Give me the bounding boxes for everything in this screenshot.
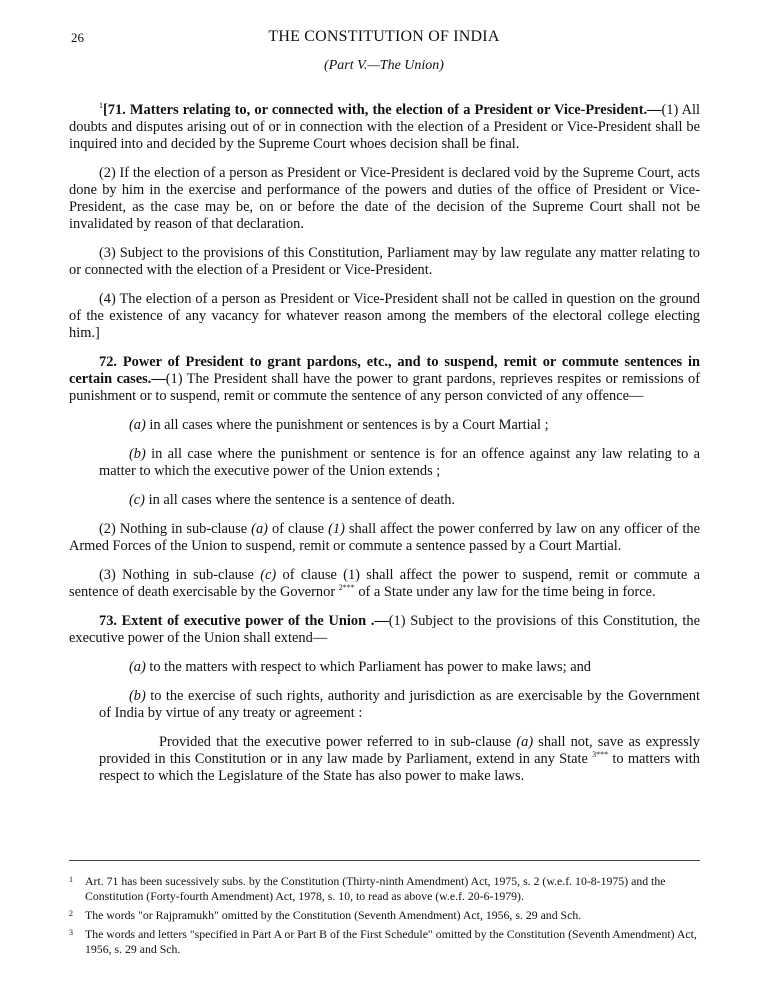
footnote-3 [69, 927, 700, 957]
omission-stars: *** [342, 583, 355, 593]
footnote-number: 2 [69, 909, 73, 918]
footnote-ref-2: 2 [338, 583, 343, 593]
footnote-divider [69, 860, 700, 861]
article-73-subclause-b: (b) to the exercise of such rights, authority and jurisdiction as are exercisable by the Government of India by virtue of any treaty or agreement : [99, 688, 700, 721]
article-72-subclause-c: (c) in all cases where the sentence is a sentence of death. [129, 492, 456, 508]
article-72-heading: 72. Power of President to grant pardons, etc., and to suspend, remit or commute sentences in certain cases.— [69, 354, 700, 387]
article-72-clause-3: (3) Nothing in sub-clause (c) of clause (1) shall affect the power to suspend, remit or commute a sentence of death exercisable by the Governor $^{2***}$ of a State under any law for the time being in force. [69, 567, 700, 600]
article-71-clause-3: (3) Subject to the provisions of this Constitution, Parliament may by law regulate any matter relating to or connected with the election of a President or Vice-President. [69, 245, 700, 278]
article-71-clause-2: (2) If the election of a person as President or Vice-President is declared void by the Supreme Court, acts done by him in the exercise and performance of the powers and duties of the office of President or Vice-President, as the case may be, on or before the date of the decision of the Supreme Court shall not be invalidated by reason of that declaration. [69, 165, 700, 232]
footnote-text: The words "or Rajpramukh" omitted by the Constitution (Seventh Amendment) Act, 1956, s. 29 and Sch. [85, 908, 582, 922]
article-72-subclause-b: (b) in all case where the punishment or sentence is for an offence against any law relating to a matter to which the executive power of the Union extends ; [99, 446, 700, 479]
footnote-2 [69, 908, 700, 923]
omission-stars: *** [596, 750, 609, 760]
article-73-proviso: Provided that the executive power referred to in sub-clause (a) shall not, save as expressly provided in this Constitution or in any law made by Parliament, extend in any State $^{3***}$ to matters with respect to which the Legislature of the State has also power to make laws. [99, 734, 700, 784]
article-72-clause-2: (2) Nothing in sub-clause (a) of clause (1) shall affect the power conferred by law on any officer of the Armed Forces of the Union to suspend, remit or commute a sentence passed by a Court Martial. [69, 521, 700, 554]
footnote-number: 1 [69, 875, 73, 884]
article-73-subclause-a: (a) to the matters with respect to which Parliament has power to make laws; and [129, 659, 591, 675]
footnote-1 [69, 874, 700, 904]
article-71-heading: [71. Matters relating to, or connected with, the election of a President or Vice-President.— [103, 102, 662, 118]
page-title: THE CONSTITUTION OF INDIA [268, 28, 500, 45]
article-73-clause-1: 73. Extent of executive power of the Union .—(1) Subject to the provisions of this Constitution, the executive power of the Union shall extend— [69, 613, 700, 646]
footnote-text: Art. 71 has been sucessively subs. by the Constitution (Thirty-ninth Amendment) Act, 1975, s. 2 (w.e.f. 10-8-1975) and the Constitution (Forty-fourth Amendment) Act, 1978, s. 10, to read as above (w.e.f. 20-6-1979). [85, 874, 666, 903]
article-72-subclause-a: (a) in all cases where the punishment or sentences is by a Court Martial ; [129, 417, 549, 433]
footnote-number: 3 [69, 928, 73, 937]
footnote-ref-3: 3 [592, 750, 597, 760]
article-71-clause-1: $^1$[71. Matters relating to, or connected with, the election of a President or Vice-President.—(1) All doubts and disputes arising out of or in connection with the election of a President or Vice-President shall be inquired into and decided by the Supreme Court whoes decision shall be final. [69, 101, 701, 152]
page-number: 26 [71, 30, 84, 45]
footnote-ref-1: 1 [99, 101, 103, 111]
part-subtitle: (Part V.—The Union) [324, 58, 444, 73]
document-body [69, 102, 700, 797]
footnote-text: The words and letters "specified in Part A or Part B of the First Schedule" omitted by the Constitution (Seventh Amendment) Act, 1956, s. 29 and Sch. [85, 927, 697, 956]
article-71-clause-4: (4) The election of a person as President or Vice-President shall not be called in question on the ground of the existence of any vacancy for whatever reason among the members of the electoral college electing him.] [69, 291, 700, 341]
article-72-clause-1: 72. Power of President to grant pardons, etc., and to suspend, remit or commute sentences in certain cases.—(1) The President shall have the power to grant pardons, reprieves respites or remissions of punishment or to suspend, remit or commute the sentence of any person convicted of any offence— [69, 354, 700, 404]
article-73-heading: 73. Extent of executive power of the Union .— [99, 613, 389, 629]
